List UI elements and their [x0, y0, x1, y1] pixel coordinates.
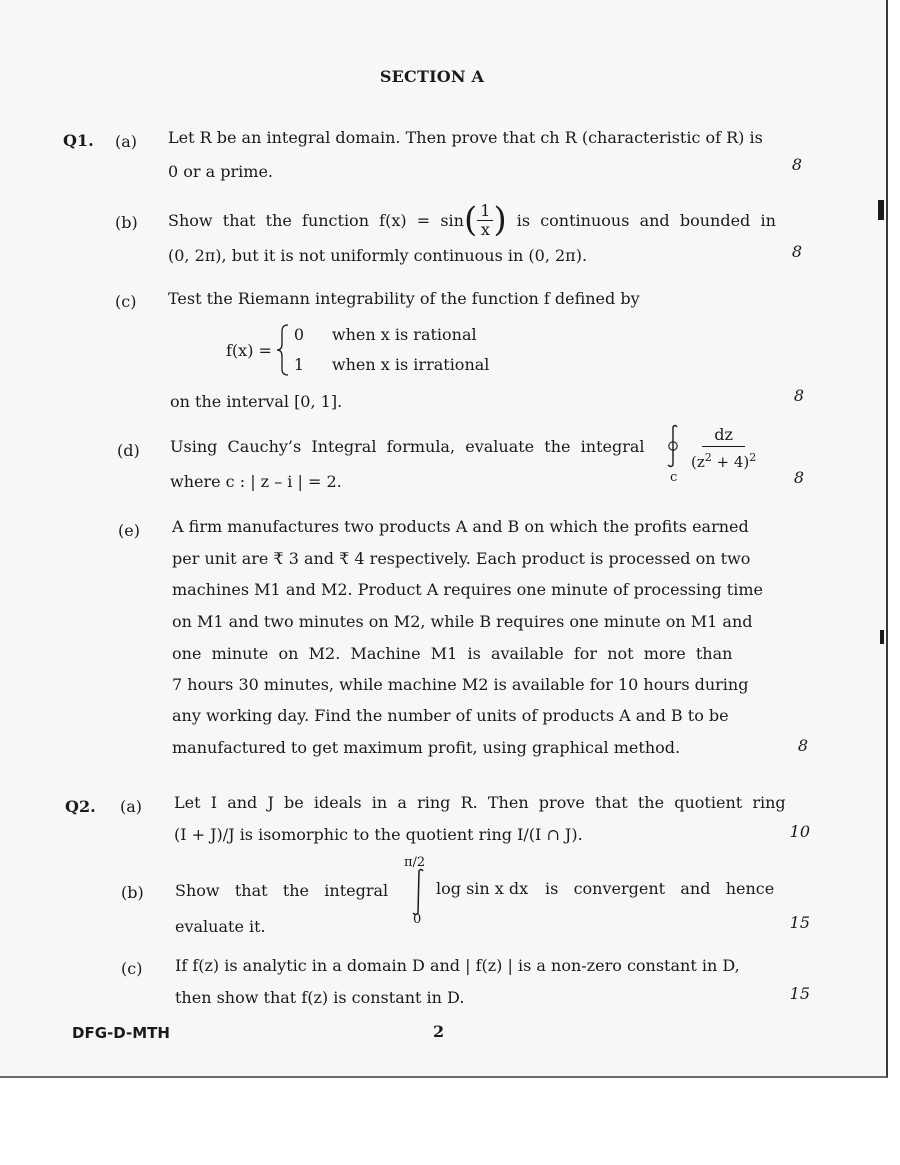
case-condition: when x is irrational — [331, 355, 490, 374]
q1b-line2: (0, 2π), but it is not uniformly continuous in (0, 2π). — [168, 246, 588, 265]
marks: 15 — [789, 984, 810, 1003]
part-label: (c) — [121, 959, 143, 978]
part-label: (a) — [120, 797, 143, 816]
q2a-line2: (I + J)/J is isomorphic to the quotient ring I/(I ∩ J). — [174, 825, 583, 844]
q2b-line2: evaluate it. — [175, 917, 266, 936]
q1b-line1 — [168, 196, 776, 244]
q2c-line1: If f(z) is analytic in a domain D and | f(z) | is a non-zero constant in D, — [175, 956, 740, 975]
integrand: log sin x dx — [436, 879, 529, 898]
integral-sign-icon — [410, 868, 426, 916]
part-label: (b) — [115, 213, 138, 232]
fraction-numerator: 1 — [477, 202, 493, 221]
part-label: (c) — [115, 292, 137, 311]
case-condition: when x is rational — [331, 325, 477, 344]
fraction-numerator: dz — [702, 424, 745, 447]
q1c-line-after: on the interval [0, 1]. — [170, 392, 343, 411]
case-value: 0 — [293, 325, 305, 344]
part-label: (e) — [118, 521, 140, 540]
q2a-line1: Let I and J be ideals in a ring R. Then prove that the quotient ring — [174, 793, 786, 812]
case-value: 1 — [293, 355, 305, 374]
paper-code: DFG-D-MTH — [72, 1024, 170, 1042]
den-exp: 2 — [704, 451, 712, 464]
q1e-line: on M1 and two minutes on M2, while B requires one minute on M1 and — [172, 612, 753, 631]
scan-edge-mark — [880, 630, 884, 644]
marks: 10 — [789, 822, 810, 841]
q1d-line2: where c : | z – i | = 2. — [170, 472, 342, 491]
curly-brace-icon — [276, 323, 290, 377]
case-row — [294, 350, 489, 380]
page-number: 2 — [433, 1022, 445, 1041]
marks: 8 — [791, 155, 802, 174]
marks: 8 — [793, 468, 804, 487]
q1e-line: machines M1 and M2. Product A requires one minute of processing time — [172, 580, 763, 599]
integral-upper-limit: π/2 — [404, 855, 426, 870]
q2b-text-post: is convergent and hence — [545, 879, 775, 898]
marks: 8 — [793, 386, 804, 405]
fraction — [477, 202, 493, 239]
part-label: (b) — [121, 883, 144, 902]
question-number: Q1. — [63, 131, 94, 150]
q1e-line: A firm manufactures two products A and B on which the profits earned — [172, 517, 749, 536]
q1d-line1: Using Cauchy’s Integral formula, evaluate the integral — [170, 437, 645, 456]
question-number: Q2. — [65, 797, 96, 816]
q1a-line1: Let R be an integral domain. Then prove that ch R (characteristic of R) is — [168, 128, 763, 147]
den-base: (z — [691, 453, 705, 471]
contour-label: c — [670, 470, 678, 485]
q1e-line: per unit are ₹ 3 and ₹ 4 respectively. Each product is processed on two — [172, 549, 751, 568]
den-mid: + 4) — [711, 453, 750, 471]
paren-right: ) — [493, 200, 507, 240]
contour-integral-icon — [665, 424, 681, 468]
fraction-denominator: x — [480, 219, 490, 239]
piecewise-function — [226, 322, 489, 378]
q1e-line: any working day. Find the number of units of products A and B to be — [172, 706, 729, 725]
section-title: SECTION A — [379, 67, 485, 86]
marks: 8 — [791, 242, 802, 261]
integrand-fraction — [688, 424, 759, 473]
q1b-text-post: is continuous and bounded in — [516, 210, 776, 230]
paren-left: ( — [463, 200, 478, 240]
q2c-line2: then show that f(z) is constant in D. — [175, 988, 465, 1007]
den-exp: 2 — [749, 451, 757, 464]
marks: 15 — [789, 913, 810, 932]
scan-edge-mark — [878, 200, 884, 220]
integral-lower-limit: 0 — [413, 912, 422, 927]
case-row — [294, 320, 489, 350]
piecewise-lhs: f(x) = — [226, 340, 272, 360]
marks: 8 — [797, 736, 808, 755]
q2b-text-pre: Show that the integral — [175, 881, 389, 900]
q1b-text-pre: Show that the function f(x) = sin — [168, 210, 464, 230]
q1e-line: manufactured to get maximum profit, using graphical method. — [172, 738, 681, 757]
q1c-line1: Test the Riemann integrability of the function f defined by — [168, 289, 640, 308]
q1a-line2: 0 or a prime. — [168, 162, 273, 181]
q1e-line: 7 hours 30 minutes, while machine M2 is available for 10 hours during — [172, 675, 749, 694]
part-label: (d) — [117, 441, 140, 460]
q1e-line: one minute on M2. Machine M1 is available for not more than — [172, 644, 733, 663]
piecewise-cases — [294, 320, 489, 380]
fraction-denominator — [688, 447, 759, 473]
part-label: (a) — [115, 132, 138, 151]
